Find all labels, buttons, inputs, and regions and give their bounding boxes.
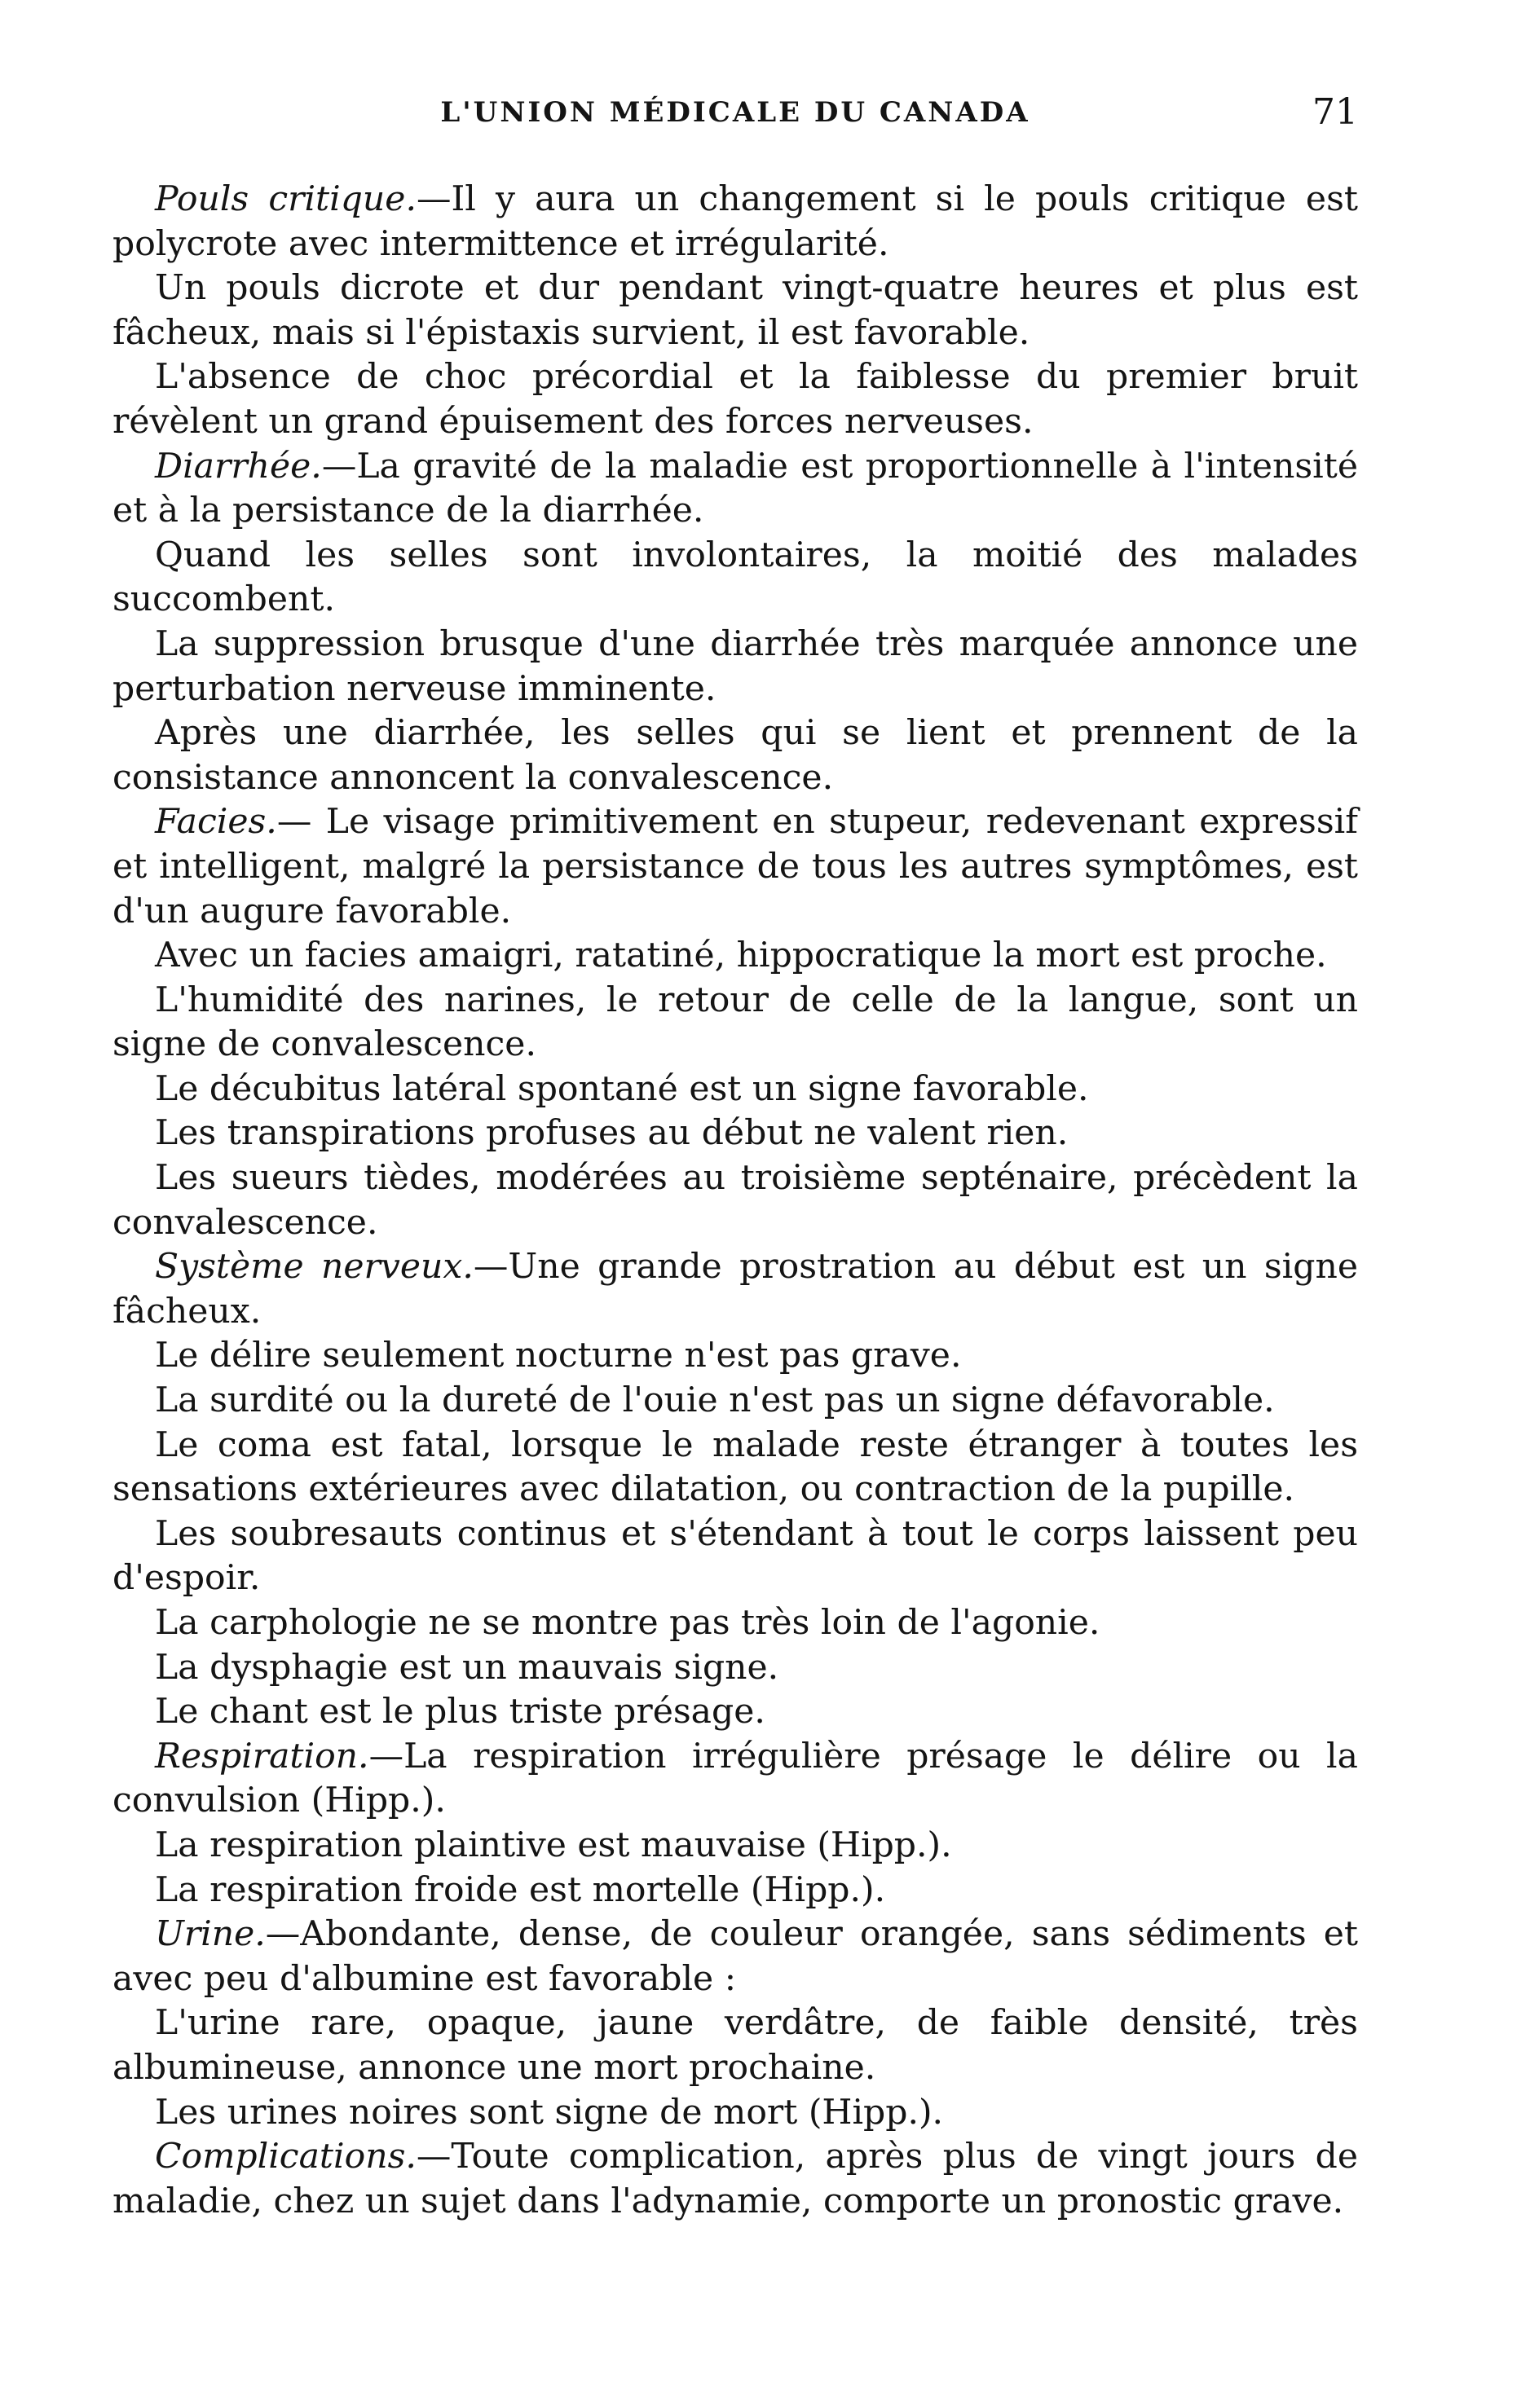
- paragraph-text: — Le visage primitivement en stupeur, redevenant expressif et intelligent, malgré la persistance de tous les autres symptômes, est d'un augure favorable.: [112, 802, 1358, 931]
- paragraph-lead: Système nerveux.: [155, 1247, 474, 1288]
- paragraph-lead: Diarrhée.: [155, 446, 322, 486]
- page-header: [112, 91, 1358, 142]
- paragraph-text: La surdité ou la dureté de l'ouie n'est pas un signe défavorable.: [155, 1380, 1275, 1421]
- paragraph-text: L'absence de choc précordial et la faiblesse du premier bruit révèlent un grand épuisement des forces nerveuses.: [112, 357, 1358, 442]
- paragraph-text: La carphologie ne se montre pas très loin de l'agonie.: [155, 1603, 1100, 1643]
- paragraph-text: Les transpirations profuses au début ne valent rien.: [155, 1113, 1069, 1154]
- paragraph-lead: Respiration.: [155, 1736, 369, 1776]
- paragraph: [112, 1112, 1358, 1156]
- paragraph-lead: Facies.: [155, 802, 277, 843]
- paragraph: [112, 800, 1358, 934]
- body-text: [112, 178, 1358, 2224]
- paragraph-text: Après une diarrhée, les selles qui se lient et prennent de la consistance annoncent la convalescence.: [112, 713, 1358, 798]
- paragraph-text: —Toute complication, après plus de vingt jours de maladie, chez un sujet dans l'adynamie, comporte un pronostic grave.: [112, 2137, 1358, 2221]
- paragraph: [112, 1512, 1358, 1601]
- page-number: 71: [1312, 91, 1358, 133]
- running-title: L'UNION MÉDICALE DU CANADA: [440, 96, 1030, 129]
- paragraph-text: Le décubitus latéral spontané est un signe favorable.: [155, 1068, 1089, 1109]
- paragraph-text: Les soubresauts continus et s'étendant à tout le corps laissent peu d'espoir.: [112, 1513, 1358, 1599]
- paragraph: [112, 623, 1358, 711]
- paragraph-text: Les urines noires sont signe de mort (Hipp.).: [155, 2092, 944, 2133]
- paragraph-text: L'humidité des narines, le retour de celle de la langue, sont un signe de convalescence.: [112, 979, 1358, 1065]
- paragraph: [112, 979, 1358, 1068]
- paragraph-text: Un pouls dicrote et dur pendant vingt-quatre heures et plus est fâcheux, mais si l'épistaxis survient, il est favorable.: [112, 268, 1358, 353]
- paragraph: [112, 1068, 1358, 1112]
- paragraph-text: Les sueurs tièdes, modérées au troisième septénaire, précèdent la convalescence.: [112, 1158, 1358, 1243]
- paragraph: [112, 445, 1358, 534]
- paragraph-text: Le délire seulement nocturne n'est pas grave.: [155, 1336, 962, 1376]
- paragraph: [112, 1334, 1358, 1379]
- paragraph-text: L'urine rare, opaque, jaune verdâtre, de faible densité, très albumineuse, annonce une mort prochaine.: [112, 2003, 1358, 2088]
- paragraph: [112, 1913, 1358, 2001]
- paragraph-lead: Pouls critique.: [155, 179, 417, 219]
- paragraph-text: Le chant est le plus triste présage.: [155, 1692, 765, 1732]
- paragraph-text: La respiration froide est mortelle (Hipp.).: [155, 1869, 886, 1910]
- paragraph-text: —Abondante, dense, de couleur orangée, sans sédiments et avec peu d'albumine est favorable :: [112, 1914, 1358, 1999]
- paragraph-text: Le coma est fatal, lorsque le malade reste étranger à toutes les sensations extérieures avec dilatation, ou contraction de la pupille.: [112, 1424, 1358, 1510]
- paragraph: [112, 934, 1358, 979]
- paragraph: [112, 1424, 1358, 1512]
- document-page: [112, 91, 1359, 2224]
- paragraph-lead: Complications.: [155, 2137, 417, 2177]
- paragraph: [112, 2091, 1358, 2136]
- paragraph-lead: Urine.: [155, 1914, 266, 1955]
- paragraph: [112, 1156, 1358, 1245]
- paragraph: [112, 2135, 1358, 2224]
- paragraph-text: —La respiration irrégulière présage le délire ou la convulsion (Hipp.).: [112, 1736, 1358, 1821]
- paragraph-text: Avec un facies amaigri, ratatiné, hippocratique la mort est proche.: [155, 935, 1327, 976]
- paragraph-text: La respiration plaintive est mauvaise (Hipp.).: [155, 1825, 952, 1865]
- paragraph: [112, 1735, 1358, 1824]
- paragraph: [112, 355, 1358, 444]
- paragraph: [112, 711, 1358, 800]
- paragraph-text: La suppression brusque d'une diarrhée très marquée annonce une perturbation nerveuse imminente.: [112, 623, 1358, 709]
- paragraph-text: Quand les selles sont involontaires, la moitié des malades succombent.: [112, 535, 1358, 620]
- paragraph-text: La dysphagie est un mauvais signe.: [155, 1647, 779, 1688]
- paragraph: [112, 1646, 1358, 1691]
- paragraph: [112, 1379, 1358, 1424]
- paragraph: [112, 178, 1358, 266]
- paragraph: [112, 1245, 1358, 1334]
- paragraph: [112, 534, 1358, 623]
- paragraph: [112, 1869, 1358, 1913]
- paragraph: [112, 2001, 1358, 2090]
- paragraph-text: —La gravité de la maladie est proportionnelle à l'intensité et à la persistance de la diarrhée.: [112, 446, 1358, 531]
- paragraph: [112, 1824, 1358, 1869]
- paragraph: [112, 266, 1358, 355]
- paragraph-text: —Une grande prostration au début est un signe fâcheux.: [112, 1247, 1359, 1332]
- paragraph-text: —Il y aura un changement si le pouls critique est polycrote avec intermittence et irrégularité.: [112, 179, 1358, 264]
- paragraph: [112, 1690, 1358, 1735]
- paragraph: [112, 1601, 1358, 1646]
